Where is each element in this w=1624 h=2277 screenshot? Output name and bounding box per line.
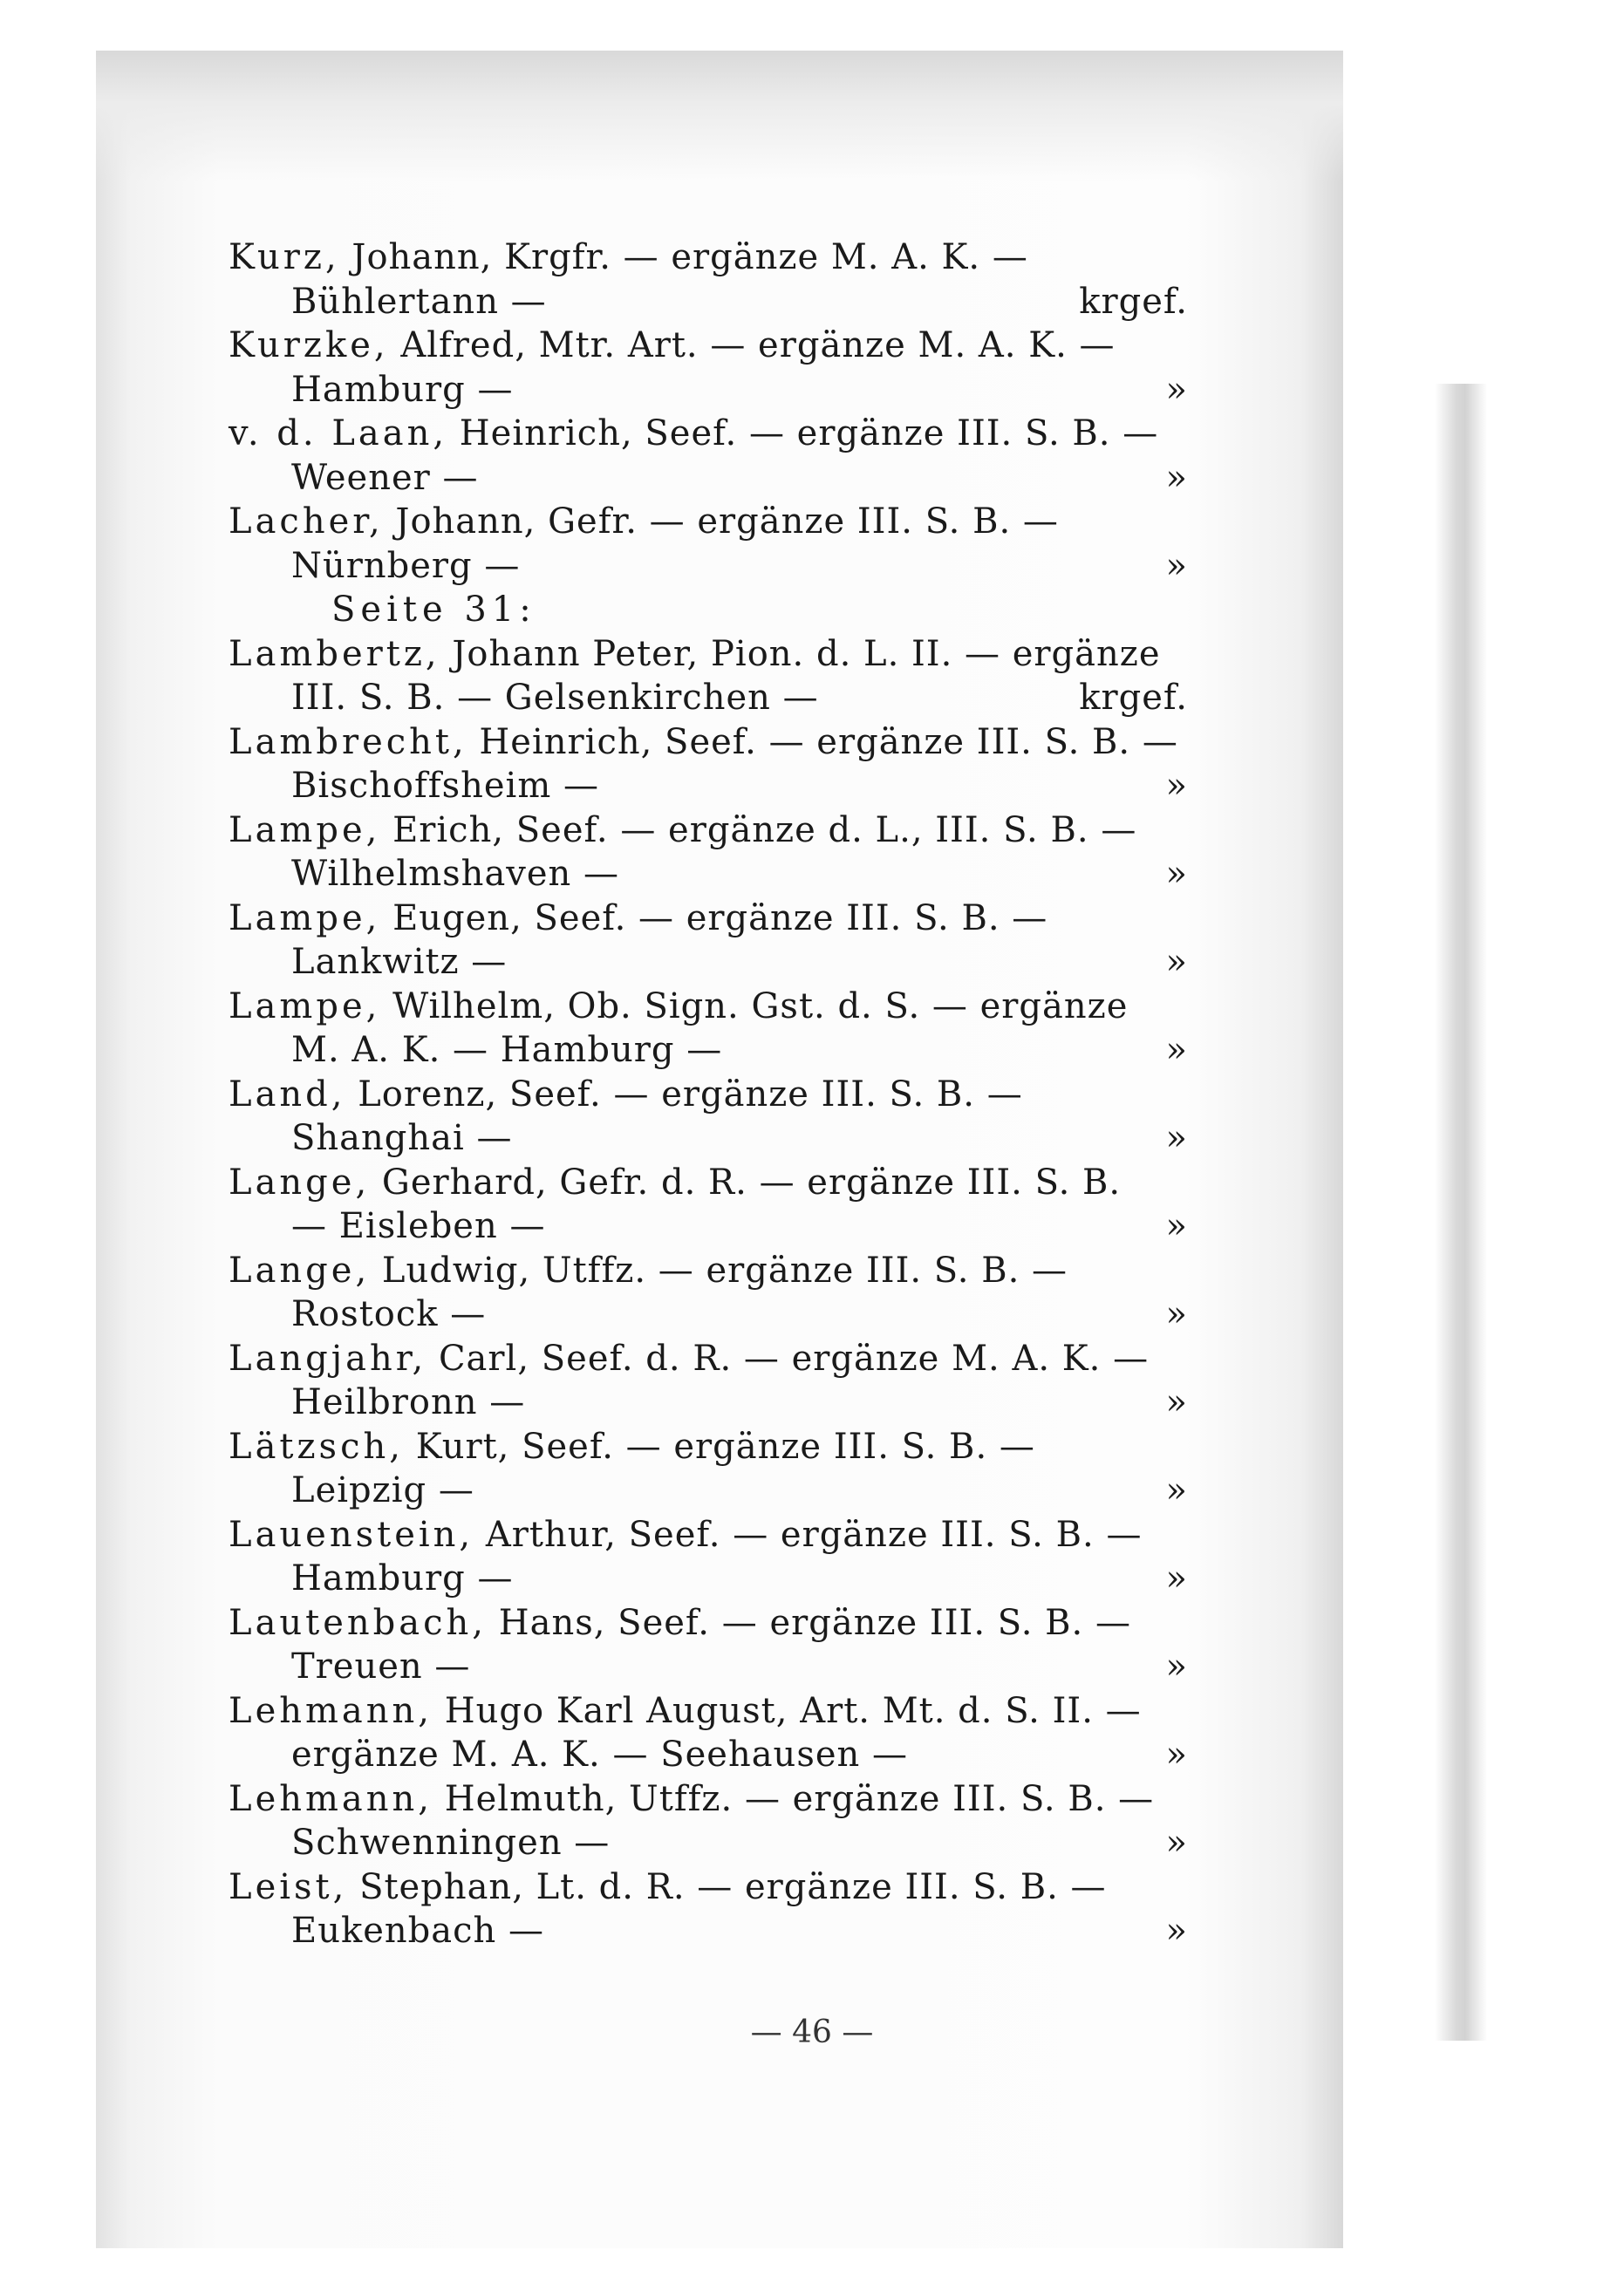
entry-line-1 — [229, 1513, 1188, 1558]
entry-mark: » — [1165, 1470, 1188, 1510]
scan-shadow — [96, 51, 1343, 181]
entry-line-2 — [229, 852, 1188, 896]
entry-details: Gerhard, Gefr. d. R. — ergänze III. S. B. — [381, 1162, 1122, 1203]
entry-location: Bischoffsheim — — [291, 766, 599, 806]
entry-line-2 — [229, 456, 1188, 501]
entry-location: M. A. K. — Hamburg — — [291, 1030, 723, 1070]
entry-details: Stephan, Lt. d. R. — ergänze III. S. B. — — [359, 1866, 1107, 1907]
entry-location: Shanghai — — [291, 1118, 513, 1158]
entry-list — [229, 235, 1188, 1953]
entry-location: Heilbronn — — [291, 1382, 526, 1422]
entry-line-1 — [229, 500, 1188, 544]
entry-location: Weener — — [291, 457, 479, 498]
entry-surname: Lehmann, — [229, 1778, 433, 1819]
list-item — [229, 985, 1188, 1073]
entry-details: Heinrich, Seef. — ergänze III. S. B. — — [479, 721, 1178, 762]
entry-line-1 — [229, 1777, 1188, 1822]
entry-location: Leipzig — — [291, 1470, 474, 1510]
entry-surname: Kurz, — [229, 237, 340, 277]
entry-line-1 — [229, 1249, 1188, 1293]
list-item — [229, 720, 1188, 808]
entry-mark: » — [1165, 1382, 1188, 1422]
entry-mark: » — [1165, 1294, 1188, 1334]
entry-details: Johann Peter, Pion. d. L. II. — ergänze — [452, 633, 1161, 674]
entry-location: Treuen — — [291, 1646, 471, 1687]
entry-surname: Lambrecht, — [229, 721, 467, 762]
entry-location: Wilhelmshaven — — [291, 854, 620, 894]
list-item — [229, 324, 1188, 412]
entry-surname: Lampe, — [229, 809, 381, 850]
entry-details: Alfred, Mtr. Art. — ergänze M. A. K. — — [400, 325, 1116, 365]
list-item — [229, 632, 1188, 720]
entry-mark: » — [1165, 369, 1188, 410]
entry-mark: » — [1165, 1030, 1188, 1070]
entry-surname: v. d. Laan, — [229, 413, 448, 453]
entry-mark: krgef. — [1079, 281, 1188, 322]
entry-details: Arthur, Seef. — ergänze III. S. B. — — [485, 1514, 1143, 1555]
entry-mark: » — [1165, 1646, 1188, 1687]
entry-details: Carl, Seef. d. R. — ergänze M. A. K. — — [438, 1338, 1150, 1379]
entry-line-2 — [229, 1909, 1188, 1953]
list-item — [229, 412, 1188, 500]
entry-line-2 — [229, 1116, 1188, 1161]
entry-line-1 — [229, 1689, 1188, 1734]
entry-line-2 — [229, 1821, 1188, 1865]
entry-line-2 — [229, 1028, 1188, 1073]
list-item — [229, 1073, 1188, 1161]
scan-streak — [1435, 384, 1487, 2041]
entry-line-1 — [229, 896, 1188, 941]
entry-surname: Kurzke, — [229, 325, 389, 365]
list-item — [229, 1865, 1188, 1953]
entry-location: Bühlertann — — [291, 281, 547, 322]
entry-surname: Leist, — [229, 1866, 348, 1907]
list-item — [229, 500, 1188, 588]
entry-line-1 — [229, 632, 1188, 677]
entry-details: Lorenz, Seef. — ergänze III. S. B. — — [358, 1074, 1023, 1115]
list-item — [229, 1161, 1188, 1249]
entry-line-1 — [229, 1161, 1188, 1205]
list-item — [229, 1337, 1188, 1425]
entry-details: Helmuth, Utffz. — ergänze III. S. B. — — [444, 1778, 1155, 1819]
list-item — [229, 1601, 1188, 1689]
entry-line-1 — [229, 1865, 1188, 1910]
entry-mark: krgef. — [1079, 678, 1188, 718]
entry-location: Hamburg — — [291, 369, 514, 410]
entry-line-2 — [229, 1645, 1188, 1689]
entry-line-2 — [229, 676, 1188, 720]
entry-group — [229, 632, 1188, 1953]
entry-details: Heinrich, Seef. — ergänze III. S. B. — — [459, 413, 1159, 453]
entry-mark: » — [1165, 766, 1188, 806]
entry-mark: » — [1165, 545, 1188, 586]
entry-surname: Lautenbach, — [229, 1602, 488, 1643]
entry-line-2 — [229, 1292, 1188, 1337]
entry-location: Eukenbach — — [291, 1911, 544, 1951]
entry-surname: Lange, — [229, 1162, 371, 1203]
entry-line-1 — [229, 1337, 1188, 1381]
entry-surname: Lehmann, — [229, 1690, 433, 1731]
entry-location: Hamburg — — [291, 1558, 514, 1599]
entry-line-2 — [229, 1733, 1188, 1777]
entry-line-2 — [229, 1557, 1188, 1601]
entry-location: ergänze M. A. K. — Seehausen — — [291, 1735, 908, 1775]
entry-line-1 — [229, 1601, 1188, 1646]
entry-surname: Langjahr, — [229, 1338, 427, 1379]
entry-line-1 — [229, 1425, 1188, 1469]
list-item — [229, 235, 1188, 324]
entry-surname: Lampe, — [229, 985, 381, 1026]
list-item — [229, 808, 1188, 896]
section-heading: Seite 31: — [331, 590, 536, 630]
entry-details: Johann, Gefr. — ergänze III. S. B. — — [395, 501, 1059, 542]
entry-surname: Lauenstein, — [229, 1514, 474, 1555]
entry-location: — Eisleben — — [291, 1206, 546, 1246]
entry-line-1 — [229, 1073, 1188, 1117]
entry-details: Johann, Krgfr. — ergänze M. A. K. — — [351, 237, 1028, 277]
entry-mark: » — [1165, 942, 1188, 982]
entry-location: Schwenningen — — [291, 1823, 611, 1863]
entry-details: Eugen, Seef. — ergänze III. S. B. — — [392, 897, 1048, 938]
entry-details: Hugo Karl August, Art. Mt. d. S. II. — — [444, 1690, 1142, 1731]
entry-mark: » — [1165, 1823, 1188, 1863]
list-item — [229, 1425, 1188, 1513]
entry-group — [229, 235, 1188, 588]
entry-location: III. S. B. — Gelsenkirchen — — [291, 678, 819, 718]
list-item — [229, 1513, 1188, 1601]
entry-mark: » — [1165, 1558, 1188, 1599]
entry-line-1 — [229, 985, 1188, 1029]
entry-mark: » — [1165, 1206, 1188, 1246]
entry-line-2 — [229, 368, 1188, 412]
entry-line-2 — [229, 1469, 1188, 1513]
entry-line-1 — [229, 324, 1188, 368]
entry-mark: » — [1165, 1118, 1188, 1158]
entry-mark: » — [1165, 1735, 1188, 1775]
entry-surname: Land, — [229, 1074, 346, 1115]
entry-surname: Lätzsch, — [229, 1426, 404, 1467]
entry-details: Hans, Seef. — ergänze III. S. B. — — [498, 1602, 1131, 1643]
page-number: — 46 — — [750, 2015, 874, 2050]
entry-line-2 — [229, 940, 1188, 985]
entry-mark: » — [1165, 457, 1188, 498]
entry-details: Wilhelm, Ob. Sign. Gst. d. S. — ergänze — [392, 985, 1129, 1026]
entry-location: Lankwitz — — [291, 942, 508, 982]
entry-line-2 — [229, 1204, 1188, 1249]
list-item — [229, 1689, 1188, 1777]
entry-surname: Lacher, — [229, 501, 384, 542]
entry-details: Ludwig, Utffz. — ergänze III. S. B. — — [381, 1250, 1068, 1291]
entry-mark: » — [1165, 1911, 1188, 1951]
entry-surname: Lampe, — [229, 897, 381, 938]
entry-line-1 — [229, 808, 1188, 853]
entry-line-2 — [229, 544, 1188, 589]
list-item — [229, 1777, 1188, 1865]
entry-line-2 — [229, 764, 1188, 808]
list-item — [229, 896, 1188, 985]
entry-surname: Lambertz, — [229, 633, 440, 674]
entry-line-2 — [229, 1381, 1188, 1425]
entry-surname: Lange, — [229, 1250, 371, 1291]
entry-location: Rostock — — [291, 1294, 487, 1334]
entry-line-1 — [229, 235, 1188, 280]
entry-line-1 — [229, 720, 1188, 765]
entry-location: Nürnberg — — [291, 545, 521, 586]
entry-details: Erich, Seef. — ergänze d. L., III. S. B. — — [392, 809, 1137, 850]
entry-mark: » — [1165, 854, 1188, 894]
list-item — [229, 1249, 1188, 1337]
entry-line-1 — [229, 412, 1188, 456]
entry-details: Kurt, Seef. — ergänze III. S. B. — — [415, 1426, 1035, 1467]
entry-line-2 — [229, 280, 1188, 324]
